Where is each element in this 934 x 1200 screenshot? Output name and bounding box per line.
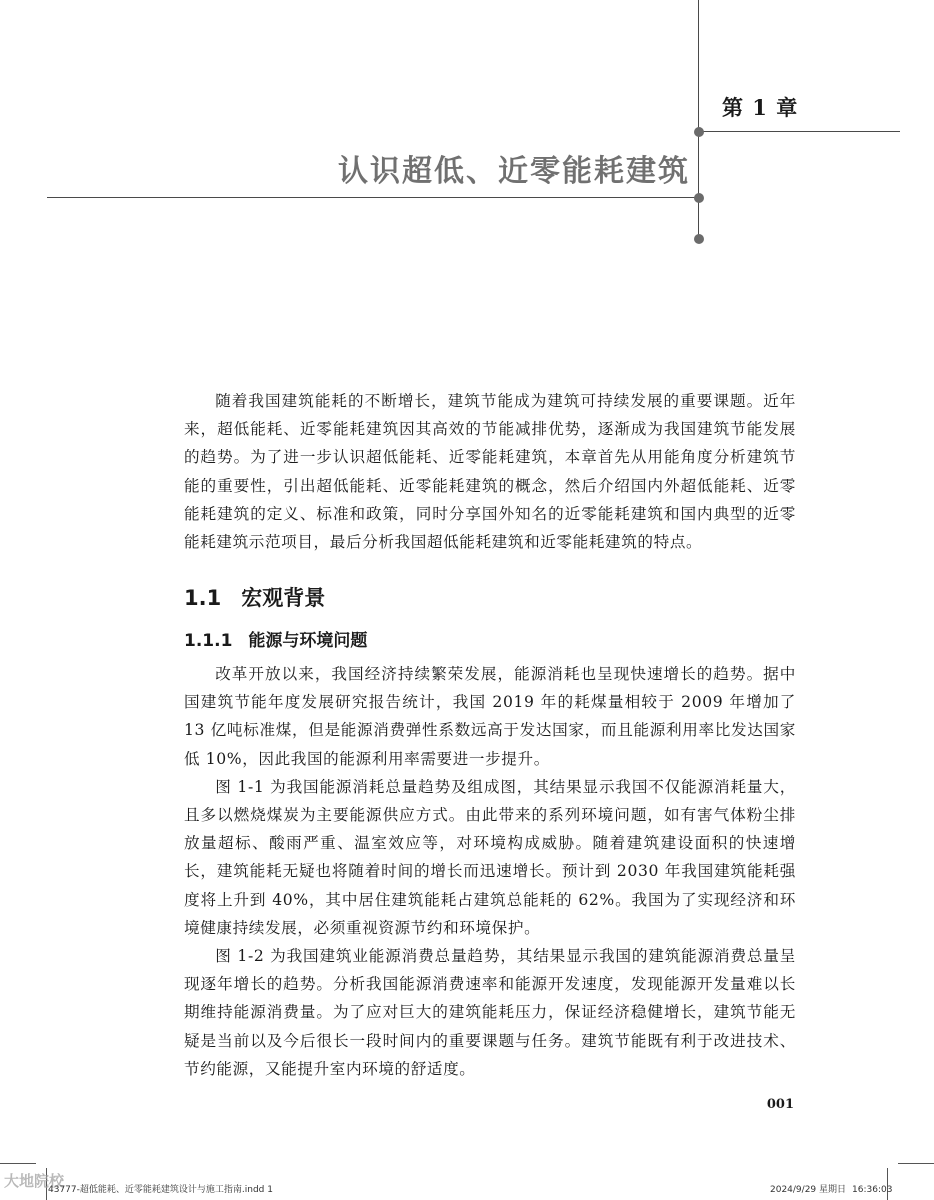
header-vertical-rule (698, 0, 699, 240)
body-text (184, 660, 796, 1083)
chapter-title-rule (47, 197, 699, 198)
intro-block (184, 387, 796, 556)
body-paragraph: 图 1-1 为我国能源消耗总量趋势及组成图，其结果显示我国不仅能源消耗量大，且多以燃烧煤炭为主要能源供应方式。由此带来的系列环境问题，如有害气体粉尘排放量超标、酸雨严重、温室效应等，对环境构成威胁。随着建筑建设面积的快速增长，建筑能耗无疑也将随着时间的增长而迅速增长。预计到 2030 年我国建筑能耗强度将上升到 40%，其中居住建筑能耗占建筑总能耗的 62%。我国为了实现经济和环境健康持续发展，必须重视资源节约和环境保护。 (184, 777, 796, 937)
page-number: 001 (766, 1097, 794, 1112)
body-paragraph: 图 1-2 为我国建筑业能源消费总量趋势，其结果显示我国的建筑能源消费总量呈现逐年增长的趋势。分析我国能源消费速率和能源开发速度，发现能源开发量难以长期维持能源消费量。为了应对巨大的建筑能耗压力，保证经济稳健增长，建筑节能无疑是当前以及今后很长一段时间内的重要课题与任务。建筑节能既有利于改进技术、节约能源，又能提升室内环境的舒适度。 (184, 947, 796, 1078)
section-heading (184, 582, 325, 612)
watermark: 大地院校 (4, 1172, 65, 1190)
subsection-title: 能源与环境问题 (248, 631, 368, 651)
subsection-number: 1.1.1 (184, 631, 233, 651)
rule-dot-marker (694, 127, 704, 137)
chapter-title: 认识超低、近零能耗建筑 (338, 154, 690, 189)
footer-date: 2024/9/29 星期日 (770, 1185, 847, 1195)
subsection-heading (184, 626, 367, 651)
body-paragraph: 改革开放以来，我国经济持续繁荣发展，能源消耗也呈现快速增长的趋势。据中国建筑节能年度发展研究报告统计，我国 2019 年的耗煤量相较于 2009 年增加了 13 亿吨标准煤，但是能源消费弹性系数远高于发达国家，而且能源利用率比发达国家低 10%，因此我国的能源利用率需要进一步提升。 (184, 665, 796, 768)
crop-mark (0, 1163, 36, 1164)
intro-paragraph: 随着我国建筑能耗的不断增长，建筑节能成为建筑可持续发展的重要课题。近年来，超低能耗、近零能耗建筑因其高效的节能减排优势，逐渐成为我国建筑节能发展的趋势。为了进一步认识超低能耗、近零能耗建筑，本章首先从用能角度分析建筑节能的重要性，引出超低能耗、近零能耗建筑的概念，然后介绍国内外超低能耗、近零能耗建筑的定义、标准和政策，同时分享国外知名的近零能耗建筑和国内典型的近零能耗建筑示范项目，最后分析我国超低能耗建筑和近零能耗建筑的特点。 (184, 392, 796, 552)
footer-time: 16:36:03 (852, 1185, 893, 1195)
footer-file-name: 43777-超低能耗、近零能耗建筑设计与施工指南.indd 1 (48, 1185, 273, 1195)
footer-timestamp (770, 1182, 898, 1195)
section-title: 宏观背景 (241, 586, 326, 610)
rule-dot-marker (694, 193, 704, 203)
crop-mark (898, 1163, 934, 1164)
chapter-label: 第 1 章 (722, 95, 799, 120)
section-number: 1.1 (184, 586, 222, 610)
chapter-label-rule (698, 131, 900, 132)
rule-dot-marker (694, 234, 704, 244)
